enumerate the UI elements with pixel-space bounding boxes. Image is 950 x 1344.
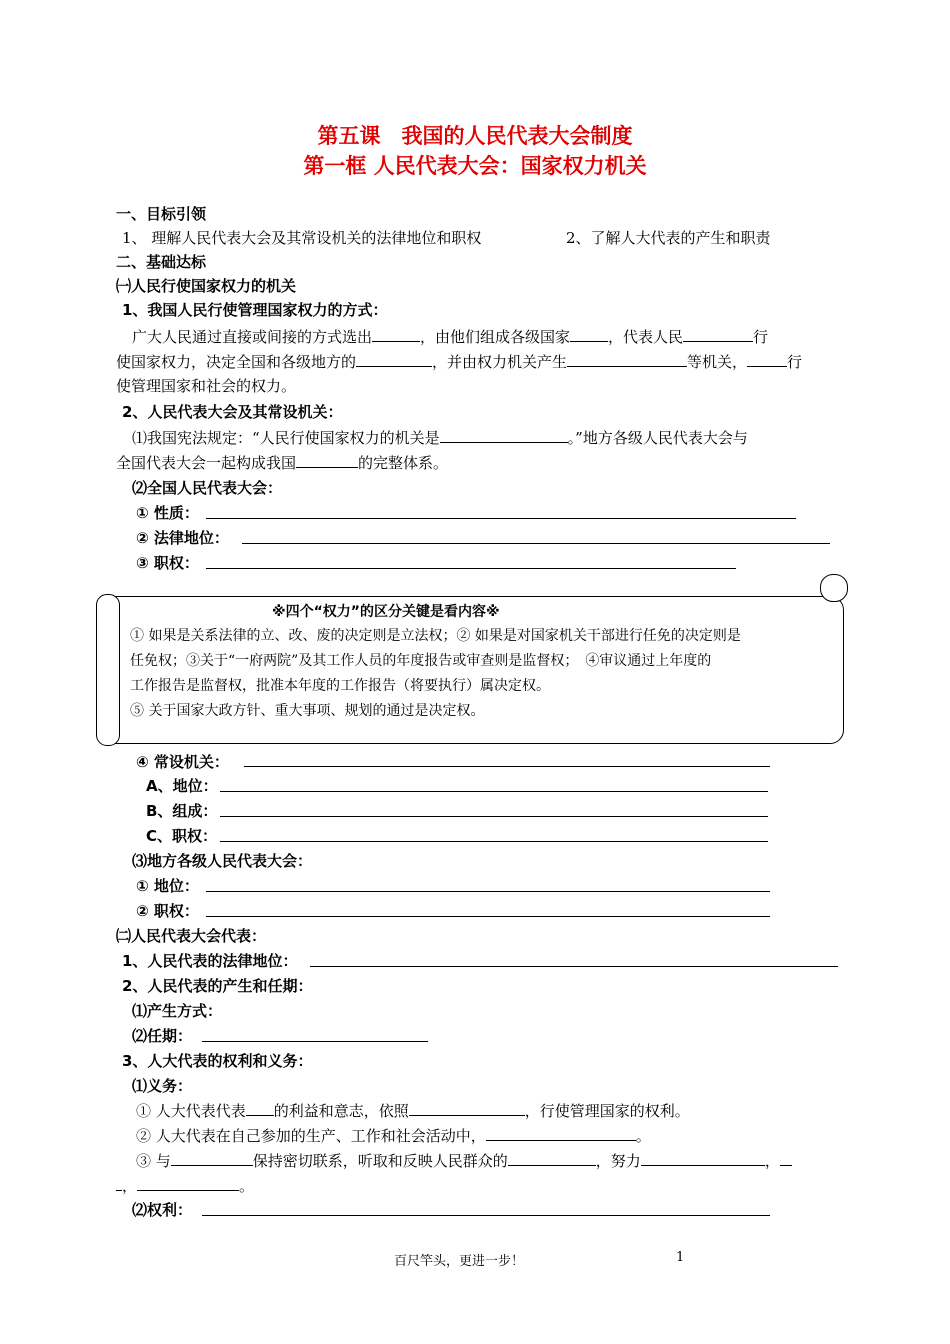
part-1-heading: ㈠人民行使国家权力的机关 (116, 277, 297, 295)
election-method-label: ⑴产生方式： (132, 1002, 223, 1020)
blank[interactable] (486, 1125, 636, 1141)
answer-line[interactable] (206, 568, 736, 569)
text-line-3: 使管理国家和社会的权力。 (116, 377, 297, 395)
answer-line[interactable] (310, 966, 838, 967)
note-line: ① 如果是关系法律的立、改、废的决定则是立法权；② 如果是对国家机关干部进行任免的决定则是 (130, 628, 741, 644)
blank[interactable] (570, 326, 608, 342)
answer-line[interactable] (244, 766, 770, 767)
lesson-title: 第五课 我国的人民代表大会制度 (317, 124, 633, 148)
footer-motto: 百尺竿头，更进一步！ (394, 1254, 525, 1269)
fill-line-4: ⑴我国宪法规定：“人民行使国家权力的机关是 。”地方各级人民代表大会与 (132, 429, 748, 447)
sc-composition-label: B、组成： (146, 802, 218, 820)
scroll-curl-icon (96, 594, 120, 746)
fill-line-2: 使国家权力，决定全国和各级地方的 ，并由权力机关产生 等机关， 行 (116, 353, 803, 371)
local-status-label: ① 地位： (136, 877, 199, 895)
sc-status-label: A、地位： (146, 777, 218, 795)
local-powers-label: ② 职权： (136, 902, 199, 920)
page-number: 1 (676, 1250, 685, 1265)
part-2-heading: ㈡人民代表大会代表： (116, 927, 267, 945)
q1-heading: 1、我国人民行使管理国家权力的方式： (122, 301, 388, 319)
blank[interactable] (567, 351, 687, 367)
duty-2: ② 人大代表在自己参加的生产、工作和社会活动中， 。 (136, 1127, 651, 1145)
npc-powers-label: ③ 职权： (136, 554, 199, 572)
note-line: 任免权；③关于“一府两院”及其工作人员的年度报告或审查则是监督权； ④审议通过上年度的 (130, 653, 712, 669)
heading-basics: 二、基础达标 (116, 253, 207, 271)
term-label: ⑵任期： (132, 1027, 193, 1045)
note-line: 工作报告是监督权，批准本年度的工作报告（将要执行）属决定权。 (130, 678, 550, 694)
answer-line[interactable] (220, 816, 768, 817)
blank[interactable] (296, 452, 358, 468)
blank[interactable] (356, 351, 432, 367)
answer-line[interactable] (220, 791, 768, 792)
goal-1: 1、 理解人民代表大会及其常设机关的法律地位和职权 (122, 229, 482, 247)
rights-label: ⑵权利： (132, 1201, 193, 1219)
note-heading: ※四个“权力”的区分关键是看内容※ (272, 604, 500, 620)
npc-status-label: ② 法律地位： (136, 529, 229, 547)
sc-powers-label: C、职权： (146, 827, 218, 845)
blank[interactable] (683, 326, 753, 342)
blank[interactable] (440, 427, 568, 443)
blank[interactable] (409, 1100, 525, 1116)
blank[interactable] (508, 1150, 596, 1166)
fill-line-1: 广大人民通过直接或间接的方式选出 ，由他们组成各级国家 ，代表人民 行 (132, 328, 769, 346)
answer-line[interactable] (220, 841, 768, 842)
blank[interactable] (372, 326, 420, 342)
npc-heading: ⑵全国人民代表大会： (132, 479, 283, 497)
blank[interactable] (747, 351, 787, 367)
answer-line[interactable] (202, 1215, 770, 1216)
blank[interactable] (171, 1150, 253, 1166)
blank[interactable] (246, 1100, 274, 1116)
q2-heading: 2、人民代表大会及其常设机关： (122, 403, 343, 421)
local-congress-heading: ⑶地方各级人民代表大会： (132, 852, 313, 870)
goal-2: 2、了解人大代表的产生和职责 (566, 229, 771, 247)
blank[interactable] (780, 1150, 792, 1166)
answer-line[interactable] (202, 1041, 428, 1042)
answer-line[interactable] (206, 891, 770, 892)
duty-3-cont: ， 。 (116, 1175, 254, 1196)
blank[interactable] (137, 1175, 239, 1191)
duty-1: ① 人大代表代表 的利益和意志，依照 ，行使管理国家的权利。 (136, 1102, 690, 1120)
section-title: 第一框 人民代表大会：国家权力机关 (303, 154, 647, 178)
answer-line[interactable] (206, 518, 796, 519)
heading-goals: 一、目标引领 (116, 205, 207, 223)
answer-line[interactable] (206, 916, 770, 917)
npc-nature-label: ① 性质： (136, 504, 199, 522)
note-line: ⑤ 关于国家大政方针、重大事项、规划的通过是决定权。 (130, 703, 485, 719)
deputy-election-heading: 2、人民代表的产生和任期： (122, 977, 313, 995)
blank[interactable] (641, 1150, 765, 1166)
answer-line[interactable] (242, 543, 830, 544)
duties-label: ⑴义务： (132, 1077, 193, 1095)
scroll-curl-icon (820, 574, 848, 602)
fill-line-5: 全国代表大会一起构成我国 的完整体系。 (116, 454, 449, 472)
rights-duties-heading: 3、人大代表的权利和义务： (122, 1052, 313, 1070)
standing-committee-label: ④ 常设机关： (136, 753, 229, 771)
duty-3: ③ 与 保持密切联系，听取和反映人民群众的 ，努力 ， (136, 1150, 792, 1171)
deputy-status-label: 1、人民代表的法律地位： (122, 952, 298, 970)
